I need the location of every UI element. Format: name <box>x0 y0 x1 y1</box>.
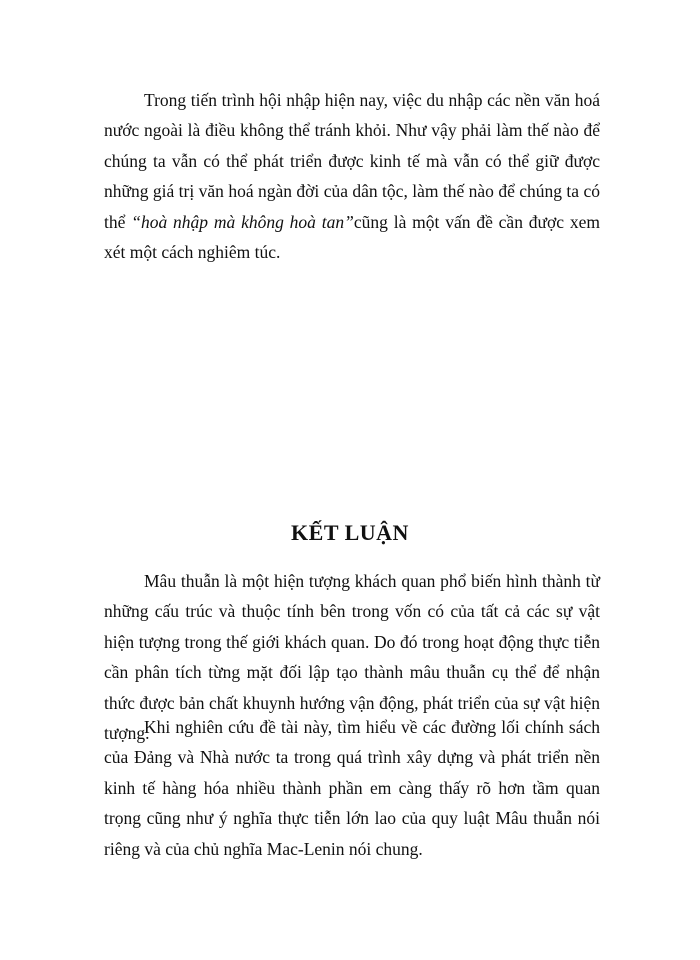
intro-quote: “hoà nhập mà không hoà tan” <box>131 211 354 232</box>
conclusion-paragraph-1: Mâu thuẫn là một hiện tượng khách quan phổ biến hình thành từ những cấu trúc và thuộc tính bên trong vốn có của tất cả các sự vật hiện tượng trong thế giới khách quan. Do đó trong hoạt động thực tiễn cần phân tích từng mặt đối lập tạo thành mâu thuẫn cụ thể để nhận thức được bản chất khuynh hướng vận động, phát triển của sự vật hiện tượng. <box>104 571 600 744</box>
conclusion-heading: KẾT LUẬN <box>291 520 409 545</box>
conclusion-paragraph-2: Khi nghiên cứu đề tài này, tìm hiểu về các đường lối chính sách của Đảng và Nhà nước ta trong quá trình xây dựng và phát triển nền kinh tế hàng hóa nhiều thành phần em càng thấy rõ hơn tầm quan trọng cũng như ý nghĩa thực tiễn lớn lao của quy luật Mâu thuẫn nói riêng và của chủ nghĩa Mac-Lenin nói chung. <box>104 717 600 859</box>
intro-paragraph <box>104 85 600 267</box>
intro-text-before: Trong tiến trình hội nhập hiện nay, việc du nhập các nền văn hoá nước ngoài là điều không thể tránh khỏi. Như vậy phải làm thế nào để chúng ta vẫn có thể phát triển được kinh tế mà vẫn có thể giữ được những giá trị văn hoá ngàn đời của dân tộc, làm thế nào để chúng ta có thể <box>104 90 600 232</box>
intro-text-after: cũng là một vấn đề cần được xem xét một cách nghiêm túc. <box>104 211 600 263</box>
